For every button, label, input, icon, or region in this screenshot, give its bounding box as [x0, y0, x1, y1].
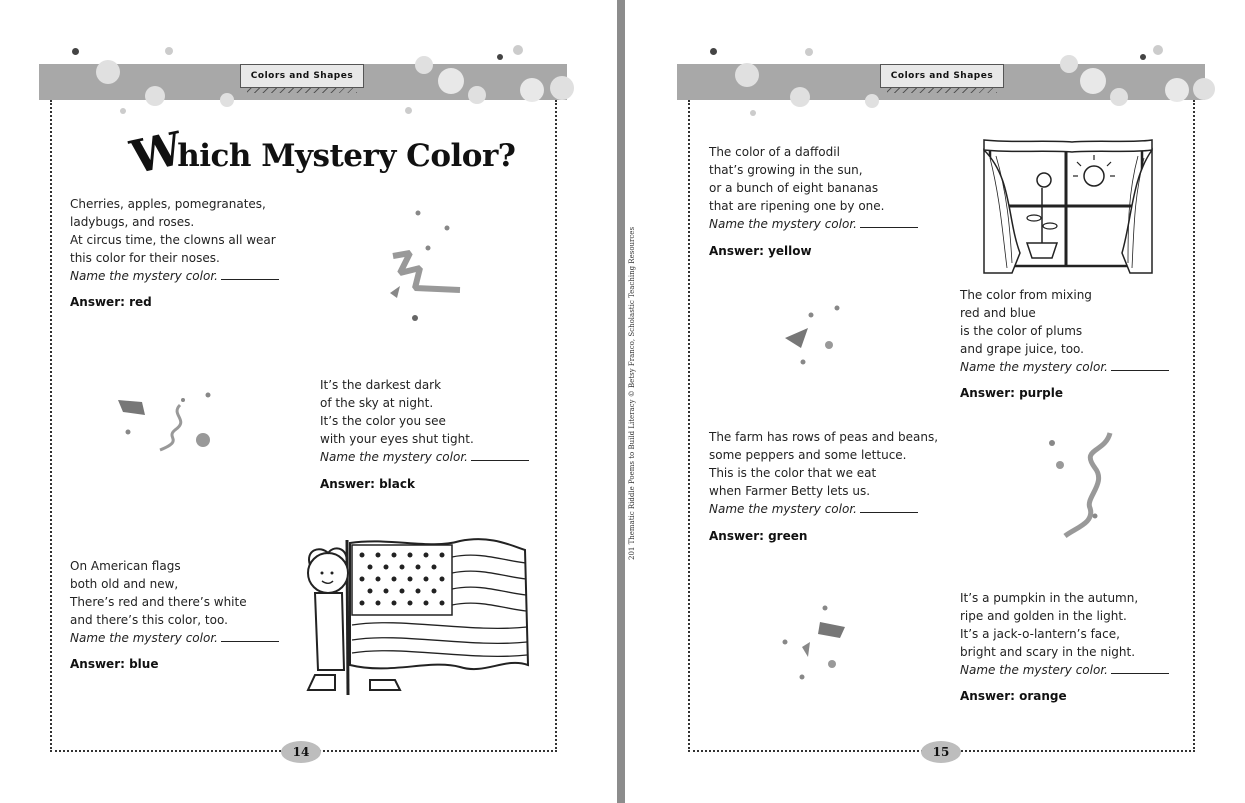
confetti-zigzag-icon — [385, 208, 465, 323]
poem-line: The farm has rows of peas and beans, — [709, 430, 939, 444]
left-page — [0, 0, 617, 803]
poem-line: It’s a jack-o-lantern’s face, — [960, 627, 1120, 641]
confetti-dot — [513, 45, 523, 55]
riddle-blue — [70, 557, 279, 647]
confetti-dot — [805, 48, 813, 56]
confetti-dot — [1193, 78, 1215, 100]
right-page — [625, 0, 1245, 803]
title-text: hich Mystery Color? — [177, 138, 516, 174]
riddle-question: Name the mystery color. — [70, 631, 218, 645]
confetti-dot — [438, 68, 464, 94]
page-gutter — [617, 0, 625, 803]
page-title: Which Mystery Color? — [125, 120, 516, 185]
confetti-dot — [520, 78, 544, 102]
riddle-answer: Answer: black — [320, 477, 415, 491]
poem-line: and there’s this color, too. — [70, 613, 228, 627]
section-tab-label: Colors and Shapes — [250, 71, 354, 81]
poem-line: bright and scary in the night. — [960, 645, 1136, 659]
page-number: 14 — [281, 741, 321, 763]
section-tab — [240, 64, 364, 88]
poem-line: ripe and golden in the light. — [960, 609, 1127, 623]
riddle-orange — [960, 589, 1169, 679]
confetti-dot — [550, 76, 574, 100]
confetti-dot — [1165, 78, 1189, 102]
answer-blank[interactable] — [860, 215, 918, 228]
riddle-yellow — [709, 143, 918, 233]
poem-line: that’s growing in the sun, — [709, 163, 863, 177]
confetti-dot — [497, 54, 503, 60]
poem-line: and grape juice, too. — [960, 342, 1084, 356]
poem-line: that are ripening one by one. — [709, 199, 885, 213]
section-tab — [880, 64, 1004, 88]
riddle-red — [70, 195, 279, 285]
confetti-dot — [735, 63, 759, 87]
poem-line: this color for their noses. — [70, 251, 220, 265]
poem-line: Cherries, apples, pomegranates, — [70, 197, 266, 211]
answer-blank[interactable] — [1111, 661, 1169, 674]
riddle-answer: Answer: green — [709, 529, 808, 543]
riddle-answer: Answer: blue — [70, 657, 159, 671]
poem-line: is the color of plums — [960, 324, 1083, 338]
confetti-dot — [710, 48, 717, 55]
poem-line: ladybugs, and roses. — [70, 215, 195, 229]
poem-line: red and blue — [960, 306, 1036, 320]
confetti-dot — [96, 60, 120, 84]
confetti-ribbon-icon — [1045, 428, 1120, 543]
confetti-dot — [415, 56, 433, 74]
riddle-question: Name the mystery color. — [70, 269, 218, 283]
riddle-question: Name the mystery color. — [320, 450, 468, 464]
poem-line: of the sky at night. — [320, 396, 434, 410]
riddle-question: Name the mystery color. — [709, 502, 857, 516]
confetti-dot — [1140, 54, 1146, 60]
poem-line: At circus time, the clowns all wear — [70, 233, 276, 247]
poem-line: It’s the color you see — [320, 414, 446, 428]
poem-line: It’s a pumpkin in the autumn, — [960, 591, 1139, 605]
confetti-dot — [72, 48, 79, 55]
flag-child-illustration — [300, 535, 530, 700]
riddle-answer: Answer: yellow — [709, 244, 812, 258]
poem-line: The color from mixing — [960, 288, 1092, 302]
confetti-dot — [1153, 45, 1163, 55]
confetti-triangle-icon — [783, 300, 843, 370]
confetti-swirl-icon — [115, 390, 215, 460]
riddle-answer: Answer: purple — [960, 386, 1063, 400]
poem-line: It’s the darkest dark — [320, 378, 442, 392]
riddle-question: Name the mystery color. — [709, 217, 857, 231]
poem-line: both old and new, — [70, 577, 179, 591]
riddle-answer: Answer: orange — [960, 689, 1067, 703]
poem-line: There’s red and there’s white — [70, 595, 247, 609]
poem-line: some peppers and some lettuce. — [709, 448, 907, 462]
poem-line: On American flags — [70, 559, 181, 573]
poem-line: or a bunch of eight bananas — [709, 181, 879, 195]
riddle-black — [320, 376, 529, 466]
riddle-question: Name the mystery color. — [960, 663, 1108, 677]
page-number: 15 — [921, 741, 961, 763]
riddle-question: Name the mystery color. — [960, 360, 1108, 374]
confetti-dot — [1060, 55, 1078, 73]
answer-blank[interactable] — [1111, 358, 1169, 371]
confetti-dot — [1080, 68, 1106, 94]
window-illustration — [982, 138, 1154, 273]
section-tab-label: Colors and Shapes — [890, 71, 994, 81]
confetti-shard-icon — [780, 602, 850, 682]
poem-line: with your eyes shut tight. — [320, 432, 474, 446]
confetti-dot — [165, 47, 173, 55]
riddle-answer: Answer: red — [70, 295, 152, 309]
poem-line: when Farmer Betty lets us. — [709, 484, 871, 498]
answer-blank[interactable] — [221, 629, 279, 642]
poem-line: The color of a daffodil — [709, 145, 840, 159]
riddle-green — [709, 428, 938, 518]
poem-line: This is the color that we eat — [709, 466, 877, 480]
answer-blank[interactable] — [471, 448, 529, 461]
answer-blank[interactable] — [221, 267, 279, 280]
answer-blank[interactable] — [860, 500, 918, 513]
riddle-purple — [960, 286, 1169, 376]
copyright-credit: 201 Thematic Riddle Poems to Build Literacy © Betsy Franco, Scholastic Teaching Resources — [628, 226, 636, 560]
